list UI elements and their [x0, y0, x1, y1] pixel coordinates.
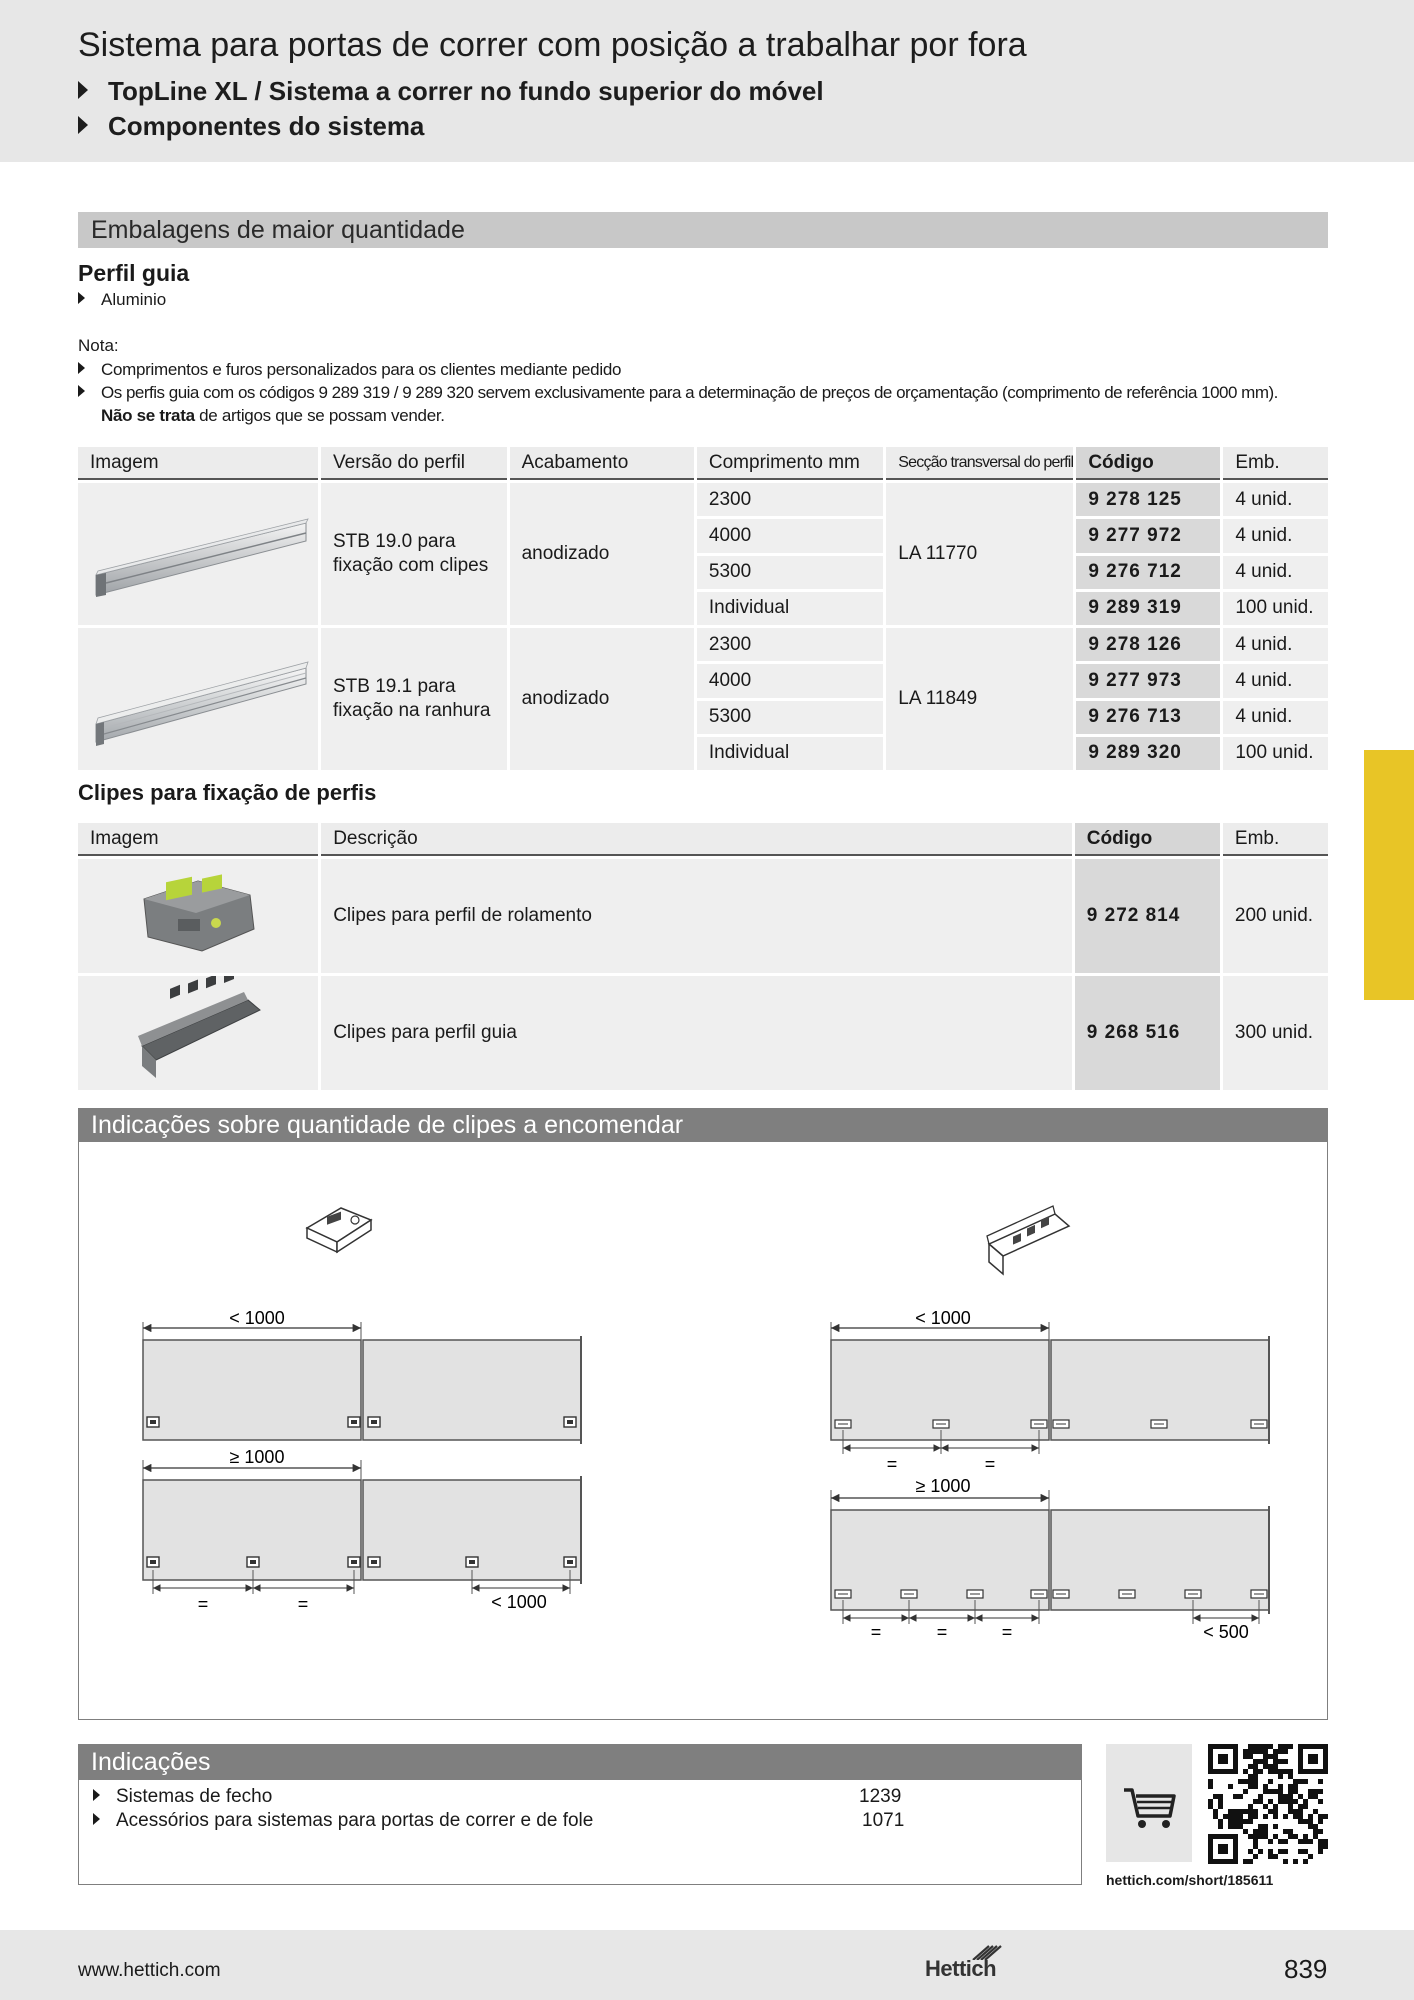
dim-right-bottom: ≥ 1000	[915, 1476, 971, 1496]
right-diagram-top	[831, 1322, 1269, 1454]
dim-left-top: < 1000	[229, 1308, 285, 1328]
profile-finish-2: anodizado	[510, 628, 694, 770]
clip-description: Clipes para perfil guia	[321, 976, 1072, 1090]
col-image: Imagem	[78, 823, 318, 856]
profile-material-text: Aluminio	[101, 290, 167, 309]
length-cell: 4000	[697, 519, 883, 552]
rolling-clip-drawing	[307, 1208, 371, 1252]
profile-finish-1: anodizado	[510, 483, 694, 625]
clips-table	[75, 820, 1331, 1093]
triangle-bullet-icon	[78, 292, 85, 304]
note-item-2-text: Os perfis guia com os códigos 9 289 319 / 9 289 320 servem exclusivamente para a determinação de preços de orçamentação (comprimento de referência 1000 mm).	[101, 383, 1278, 402]
dim-left-end: < 1000	[491, 1592, 547, 1612]
shop-link[interactable]	[1106, 1744, 1192, 1862]
triangle-bullet-icon	[93, 1813, 100, 1825]
code-cell: 9 272 814	[1075, 859, 1220, 973]
dim-equal: =	[886, 1454, 898, 1474]
section-cell-1: LA 11770	[886, 483, 1073, 625]
indication-item-2[interactable]	[93, 1810, 593, 1832]
col-pack: Emb.	[1223, 823, 1328, 856]
col-length: Comprimento mm	[697, 447, 883, 480]
table-row	[78, 859, 1328, 973]
triangle-bullet-icon	[78, 81, 88, 99]
diagram-section-title: Indicações sobre quantidade de clipes a encomendar	[78, 1108, 1328, 1142]
col-version: Versão do perfil	[321, 447, 507, 480]
code-cell: 9 277 973	[1076, 664, 1220, 697]
pack-cell: 200 unid.	[1223, 859, 1328, 973]
profile-table-header	[78, 447, 1328, 480]
version-line: STB 19.0 para	[333, 531, 456, 552]
col-section: Secção transversal do perfil	[886, 447, 1073, 480]
qr-code[interactable]	[1208, 1744, 1328, 1864]
profile-image-stb190	[78, 483, 318, 625]
page-subtitle-1	[78, 76, 824, 107]
profile-heading: Perfil guia	[78, 260, 190, 286]
col-code: Código	[1075, 823, 1220, 856]
page-header	[0, 0, 1414, 162]
note-rest-text: de artigos que se possam vender.	[194, 406, 445, 425]
shopping-cart-icon	[1106, 1744, 1192, 1862]
version-line: STB 19.1 para	[333, 676, 456, 697]
code-cell: 9 278 126	[1076, 628, 1220, 661]
dim-equal: =	[197, 1594, 209, 1614]
code-cell: 9 276 713	[1076, 701, 1220, 734]
pack-cell: 4 unid.	[1223, 519, 1328, 552]
chapter-tab-marker	[1364, 750, 1414, 1000]
guide-clip-image	[78, 976, 318, 1084]
page-footer	[0, 1930, 1414, 2000]
dim-right-end: < 500	[1203, 1622, 1249, 1642]
dim-equal: =	[984, 1454, 996, 1474]
page-number: 839	[1284, 1954, 1328, 1984]
col-code: Código	[1076, 447, 1220, 480]
table-row	[78, 483, 1328, 516]
profile-version-1	[321, 483, 507, 625]
brand-name: Hettich	[925, 1956, 997, 1981]
version-line: fixação na ranhura	[333, 700, 491, 721]
note-label: Nota:	[78, 336, 119, 355]
length-cell: 5300	[697, 701, 883, 734]
length-cell: Individual	[697, 592, 883, 625]
qr-url[interactable]: hettich.com/short/185611	[1106, 1872, 1274, 1888]
clips-table-header	[78, 823, 1328, 856]
clip-quantity-diagram	[78, 1142, 1328, 1720]
clip-image-guide	[78, 976, 318, 1090]
page-title: Sistema para portas de correr com posição a trabalhar por fora	[78, 26, 1027, 64]
code-cell: 9 277 972	[1076, 519, 1220, 552]
profile-table	[75, 444, 1331, 773]
code-cell: 9 289 320	[1076, 737, 1220, 770]
length-cell: Individual	[697, 737, 883, 770]
length-cell: 5300	[697, 556, 883, 589]
col-image: Imagem	[78, 447, 318, 480]
guide-profile-image	[78, 628, 318, 764]
guide-profile-image	[78, 483, 318, 619]
clip-layout-drawing	[79, 1142, 1329, 1718]
bulk-section-title: Embalagens de maior quantidade	[78, 212, 1328, 248]
rolling-clip-image	[78, 859, 318, 967]
dim-equal: =	[297, 1594, 309, 1614]
note-item-1	[78, 360, 621, 380]
subtitle-1-text: TopLine XL / Sistema a correr no fundo superior do móvel	[108, 76, 824, 106]
clip-description: Clipes para perfil de rolamento	[321, 859, 1072, 973]
table-row	[78, 628, 1328, 661]
pack-cell: 100 unid.	[1223, 737, 1328, 770]
dim-right-top: < 1000	[915, 1308, 971, 1328]
note-item-2	[78, 383, 1278, 403]
subtitle-2-text: Componentes do sistema	[108, 111, 425, 141]
triangle-bullet-icon	[93, 1789, 100, 1801]
length-cell: 4000	[697, 664, 883, 697]
col-pack: Emb.	[1223, 447, 1328, 480]
triangle-bullet-icon	[78, 116, 88, 134]
pack-cell: 100 unid.	[1223, 592, 1328, 625]
indications-box	[78, 1780, 1082, 1885]
dim-left-bottom: ≥ 1000	[229, 1447, 285, 1467]
brand-logo	[925, 1944, 997, 1981]
dim-equal: =	[870, 1622, 882, 1642]
page-subtitle-2	[78, 111, 424, 142]
indications-title: Indicações	[78, 1744, 1082, 1780]
dim-equal: =	[1001, 1622, 1013, 1642]
table-row	[78, 976, 1328, 1090]
pack-cell: 4 unid.	[1223, 701, 1328, 734]
left-diagram-top	[143, 1322, 581, 1444]
note-item-3	[101, 406, 445, 426]
code-cell: 9 276 712	[1076, 556, 1220, 589]
code-cell: 9 289 319	[1076, 592, 1220, 625]
version-line: fixação com clipes	[333, 555, 489, 576]
triangle-bullet-icon	[78, 362, 85, 374]
pack-cell: 4 unid.	[1223, 664, 1328, 697]
note-bold-text: Não se trata	[101, 406, 195, 425]
indication-label: Acessórios para sistemas para portas de correr e de fole	[116, 1810, 594, 1831]
guide-clip-drawing	[987, 1206, 1069, 1274]
length-cell: 2300	[697, 628, 883, 661]
clip-image-rolling	[78, 859, 318, 973]
pack-cell: 300 unid.	[1223, 976, 1328, 1090]
indication-item-1[interactable]	[93, 1786, 272, 1808]
length-cell: 2300	[697, 483, 883, 516]
col-finish: Acabamento	[510, 447, 694, 480]
right-diagram-bottom	[831, 1490, 1269, 1624]
pack-cell: 4 unid.	[1223, 556, 1328, 589]
triangle-bullet-icon	[78, 385, 85, 397]
indication-page-2[interactable]: 1071	[862, 1810, 905, 1831]
dim-equal: =	[936, 1622, 948, 1642]
indication-page-1[interactable]: 1239	[859, 1786, 902, 1807]
profile-image-stb191	[78, 628, 318, 770]
section-cell-2: LA 11849	[886, 628, 1073, 770]
pack-cell: 4 unid.	[1223, 628, 1328, 661]
pack-cell: 4 unid.	[1223, 483, 1328, 516]
code-cell: 9 278 125	[1076, 483, 1220, 516]
note-item-1-text: Comprimentos e furos personalizados para os clientes mediante pedido	[101, 360, 622, 379]
col-description: Descrição	[321, 823, 1072, 856]
clips-heading: Clipes para fixação de perfis	[78, 780, 377, 805]
footer-website[interactable]: www.hettich.com	[78, 1960, 221, 1981]
code-cell: 9 268 516	[1075, 976, 1220, 1090]
indication-label: Sistemas de fecho	[116, 1786, 273, 1807]
profile-material	[78, 290, 166, 310]
left-diagram-bottom	[143, 1460, 581, 1594]
profile-version-2	[321, 628, 507, 770]
